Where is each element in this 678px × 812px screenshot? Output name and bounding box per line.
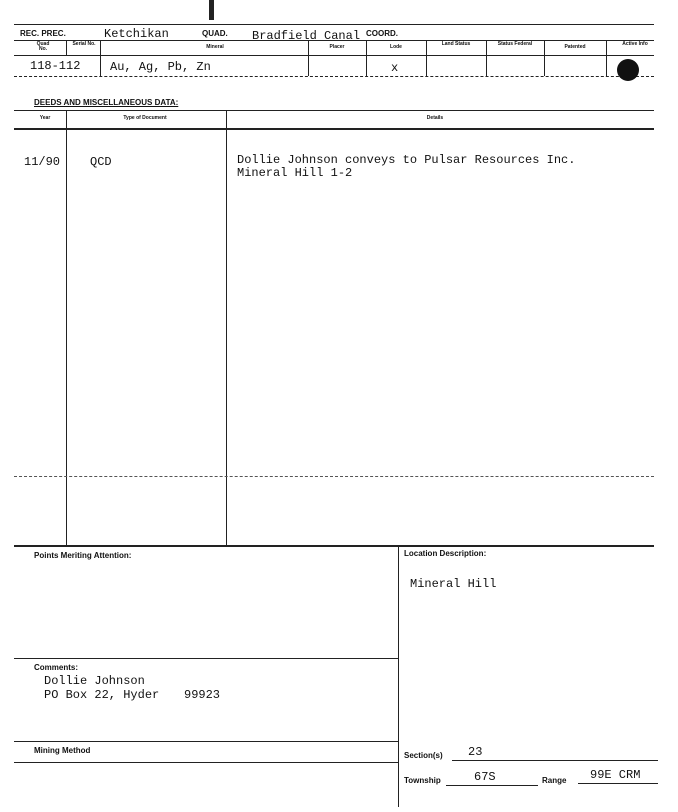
points-label: Points Meriting Attention: [34, 551, 132, 560]
range-label: Range [542, 776, 567, 785]
bottom-section-top-rule [14, 545, 654, 547]
rec-prec-label: REC. PREC. [20, 29, 66, 38]
deeds-divider-1 [66, 110, 67, 546]
col-serial-no: Serial No. [72, 41, 96, 47]
divider-6 [486, 40, 487, 76]
rec-prec-value: Ketchikan [104, 27, 169, 41]
col-active-info: Active Info [622, 41, 648, 47]
header-top-rule [14, 24, 654, 25]
section-label: Section(s) [404, 751, 443, 760]
header-row-bottom-rule [14, 76, 654, 77]
deed-details-line1: Dollie Johnson conveys to Pulsar Resources Inc. [237, 153, 576, 167]
fold-mark [14, 476, 654, 477]
deeds-col-details: Details [426, 115, 444, 121]
col-patented: Patented [564, 44, 586, 50]
bottom-vertical-divider [398, 545, 399, 807]
col-quad-no: Quad No. [36, 41, 50, 52]
column-header-top-rule [14, 40, 654, 41]
column-header-bottom-rule [14, 55, 654, 56]
divider-4 [366, 40, 367, 76]
quad-serial-value: 118-112 [30, 59, 81, 73]
township-label: Township [404, 776, 441, 785]
section-value: 23 [468, 745, 483, 759]
col-land-status: Land Status [441, 41, 471, 47]
deeds-col-type: Type of Document [123, 115, 167, 121]
section-underline [452, 760, 658, 761]
comments-line1: Dollie Johnson [44, 674, 145, 688]
mineral-value: Au, Ag, Pb, Zn [110, 60, 211, 74]
mining-bottom-rule [14, 762, 398, 763]
col-lode: Lode [390, 44, 402, 50]
divider-2 [100, 40, 101, 76]
deeds-divider-2 [226, 110, 227, 546]
range-value: 99E CRM [590, 768, 641, 782]
comments-top-rule [14, 658, 398, 659]
active-info-dot [617, 59, 639, 81]
deeds-header-top-rule [14, 110, 654, 111]
divider-8 [606, 40, 607, 76]
comments-line2: PO Box 22, Hyder [44, 688, 160, 702]
comments-zip: 99923 [184, 688, 221, 702]
deed-year: 11/90 [24, 155, 61, 169]
deeds-title: DEEDS AND MISCELLANEOUS DATA: [34, 98, 179, 107]
deeds-col-year: Year [39, 115, 51, 121]
location-value: Mineral Hill [410, 577, 497, 591]
range-underline [578, 783, 658, 784]
col-placer: Placer [329, 44, 345, 50]
mining-label: Mining Method [34, 746, 91, 755]
township-underline [446, 785, 538, 786]
quad-value: Bradfield Canal [252, 29, 361, 43]
comments-label: Comments: [34, 663, 79, 672]
divider-3 [308, 40, 309, 76]
location-label: Location Description: [404, 549, 487, 558]
mining-top-rule [14, 741, 398, 742]
divider-1 [66, 40, 67, 55]
deed-details-line2: Mineral Hill 1-2 [237, 166, 353, 180]
col-mineral: Mineral [206, 44, 224, 50]
divider-5 [426, 40, 427, 76]
township-value: 67S [474, 770, 496, 784]
coord-label: COORD. [366, 29, 398, 38]
deed-type: QCD [90, 155, 112, 169]
deeds-header-bottom-rule [14, 128, 654, 130]
binder-tab-marker [209, 0, 214, 20]
divider-7 [544, 40, 545, 76]
col-status-federal: Status Federal [497, 41, 533, 47]
lode-value: x [391, 61, 399, 75]
quad-label: QUAD. [202, 29, 228, 38]
